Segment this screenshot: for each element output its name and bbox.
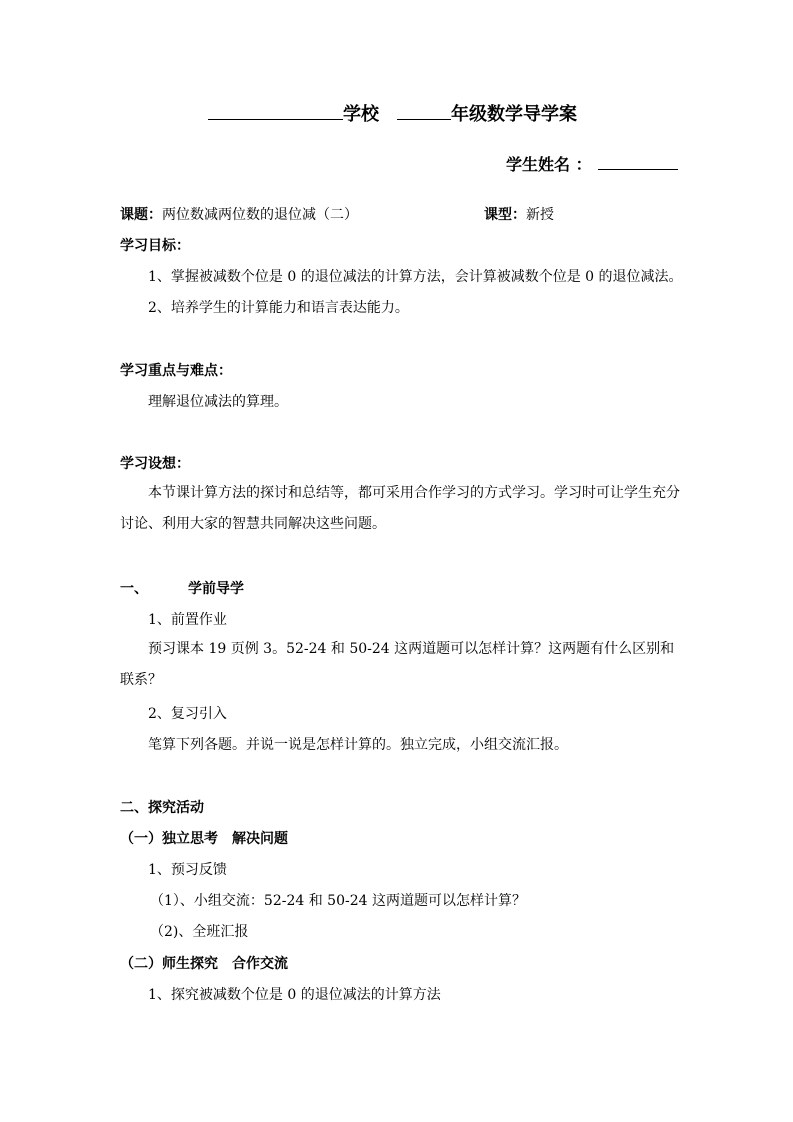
section2-sub2-heading: （二）师生探究 合作交流 — [120, 956, 288, 972]
school-blank — [208, 101, 343, 120]
objective-item-1: 1、掌握被减数个位是 0 的退位减法的计算方法，会计算被减数个位是 0 的退位减法。 — [148, 269, 683, 285]
section2-sub2-item: 1、探究被减数个位是 0 的退位减法的计算方法 — [148, 987, 441, 1003]
topic-value: 两位数减两位数的退位减（二） — [162, 207, 358, 223]
design-text: 本节课计算方法的探讨和总结等，都可采用合作学习的方式学习。学习时可让学生充分讨论、利用大家的智慧共同解决这些问题。 — [120, 485, 680, 532]
keypoints-text: 理解退位减法的算理。 — [148, 394, 288, 410]
section1-number: 一、 — [120, 581, 148, 597]
section2-heading: 二、探究活动 — [120, 800, 204, 816]
section1-heading — [120, 578, 244, 598]
objectives-heading: 学习目标： — [120, 238, 190, 254]
lesson-type — [484, 204, 554, 224]
section2-sub1-item: 1、预习反馈 — [148, 862, 227, 878]
grade-title: 年级数学导学案 — [451, 104, 577, 125]
section2-sub1-q1: （1）、小组交流：52-24 和 50-24 这两道题可以怎样计算？ — [150, 893, 526, 909]
section1-item1-title: 1、前置作业 — [148, 612, 227, 628]
section1-item2-text: 笔算下列各题。并说一说是怎样计算的。独立完成，小组交流汇报。 — [148, 737, 568, 753]
grade-blank — [397, 101, 451, 120]
school-label: 学校 — [343, 104, 379, 125]
section2-sub1-heading: （一）独立思考 解决问题 — [120, 831, 288, 847]
document-title — [208, 100, 577, 126]
student-name-label: 学生姓名 ： — [506, 155, 592, 174]
section2-sub1-q2: （2)、全班汇报 — [150, 924, 249, 940]
section1-item2-title: 2、复习引入 — [148, 706, 227, 722]
topic-label: 课题： — [120, 207, 162, 223]
type-value: 新授 — [526, 207, 554, 223]
type-label: 课型： — [484, 207, 526, 223]
student-name-row — [506, 152, 678, 175]
student-name-blank — [598, 153, 678, 170]
objective-item-2: 2、培养学生的计算能力和语言表达能力。 — [148, 300, 409, 316]
section1-title: 学前导学 — [188, 581, 244, 597]
keypoints-heading: 学习重点与难点： — [120, 363, 232, 379]
lesson-topic — [120, 204, 358, 224]
design-heading: 学习设想： — [120, 456, 190, 472]
section1-item1-text: 预习课本 19 页例 3。52-24 和 50-24 这两道题可以怎样计算？这两题有什么区别和联系？ — [120, 641, 675, 688]
